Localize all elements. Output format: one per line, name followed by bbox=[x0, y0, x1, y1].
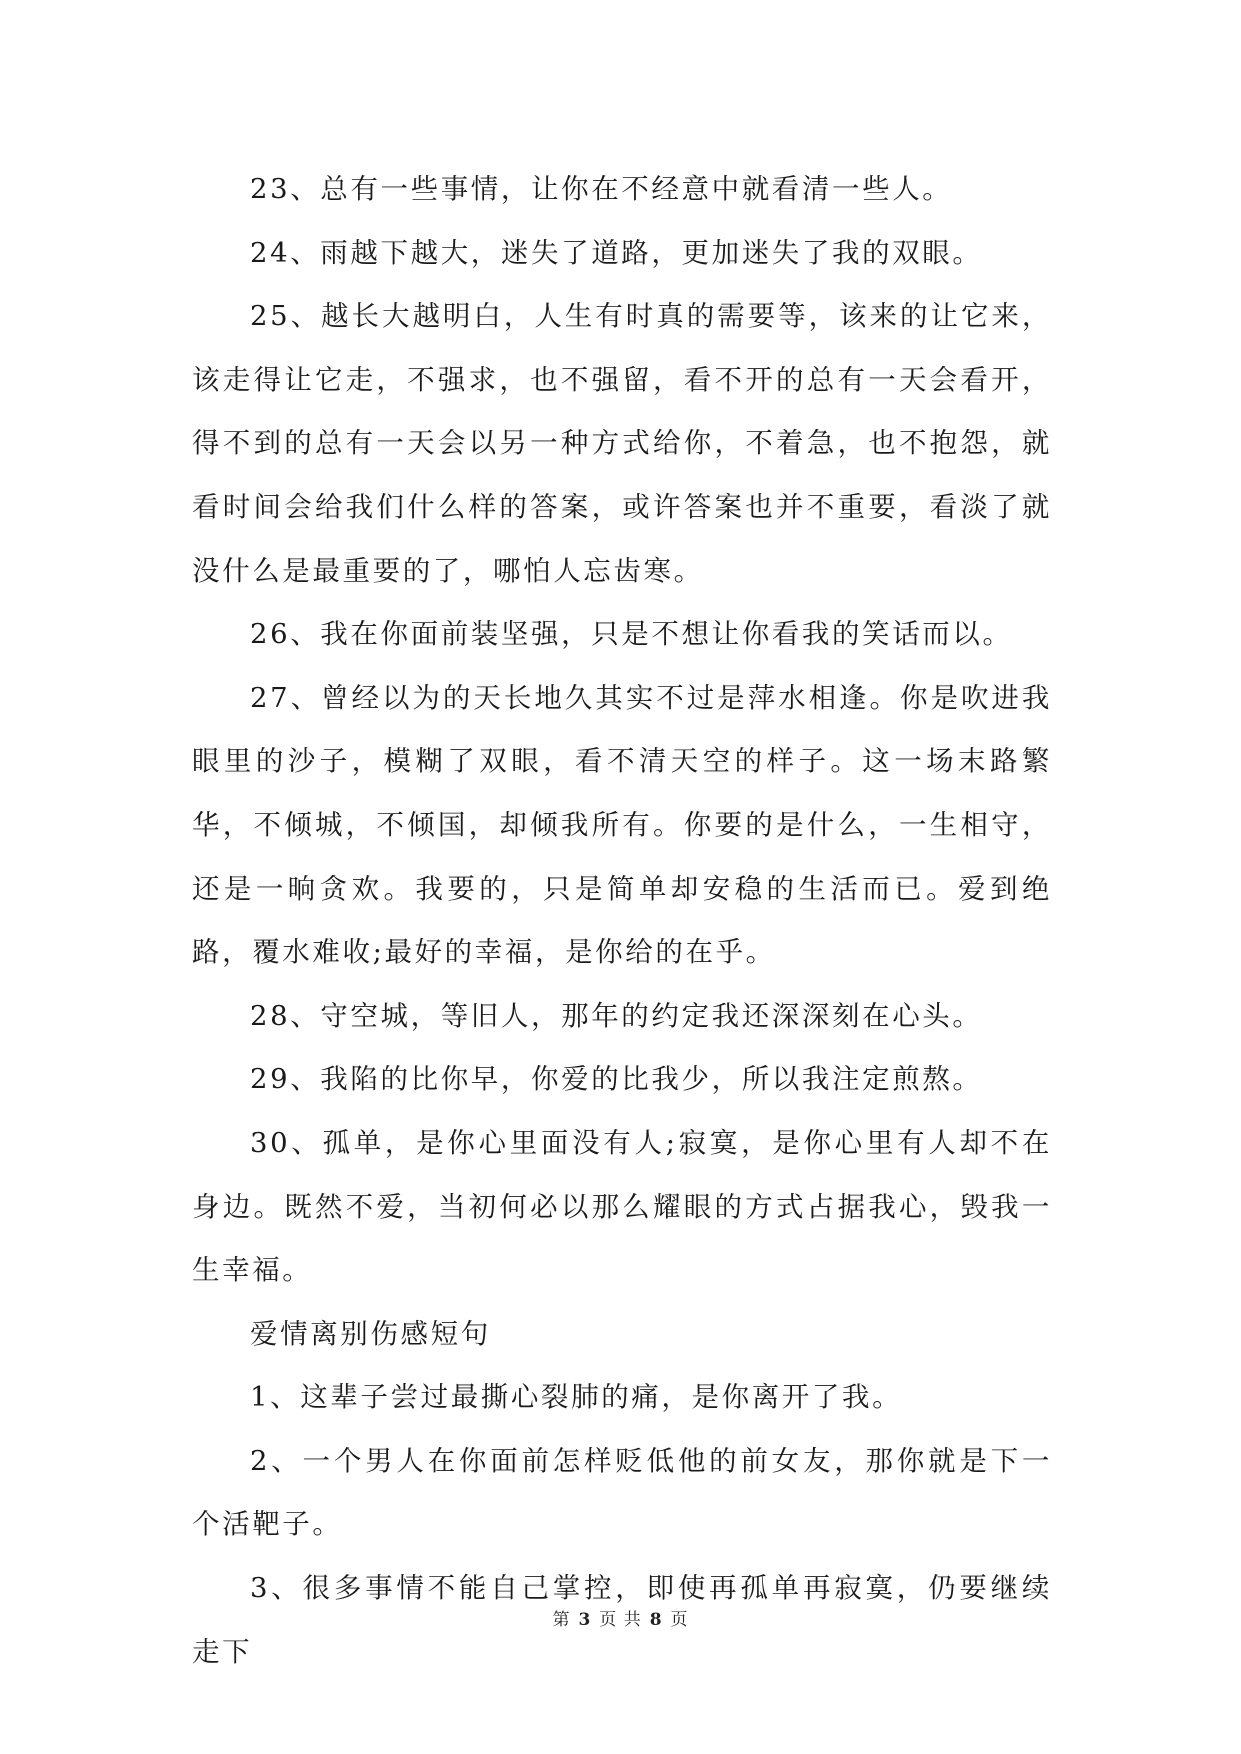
paragraph-1: 1、这辈子尝过最撕心裂肺的痛，是你离开了我。 bbox=[250, 1381, 903, 1414]
current-page-number: 3 bbox=[578, 1610, 592, 1630]
total-page-number: 8 bbox=[649, 1610, 663, 1630]
paragraph-27: 27、曾经以为的天长地久其实不过是萍水相逢。你是吹进我眼里的沙子，模糊了双眼，看不清天空的样子。这一场末路繁华，不倾城，不倾国，却倾我所有。你要的是什么，一生相守，还是一晌贪欢。我要的，只是简单却安稳的生活而已。爱到绝路，覆水难收;最好的幸福，是你给的在乎。 bbox=[192, 681, 1052, 969]
paragraph-24: 24、雨越下越大，迷失了道路，更加迷失了我的双眼。 bbox=[250, 236, 983, 269]
paragraph-29: 29、我陷的比你早，你爱的比我少，所以我注定煎熬。 bbox=[250, 1063, 983, 1096]
paragraph-23: 23、总有一些事情，让你在不经意中就看清一些人。 bbox=[250, 173, 953, 205]
page-footer bbox=[0, 1605, 1241, 1630]
paragraph-26: 26、我在你面前装坚强，只是不想让你看我的笑话而以。 bbox=[250, 618, 1013, 651]
paragraph-25: 25、越长大越明白，人生有时真的需要等，该来的让它来，该走得让它走，不强求，也不强留，看不开的总有一天会看开，得不到的总有一天会以另一种方式给你，不着急，也不抱怨，就看时间会给我们什么样的答案，或许答案也并不重要，看淡了就没什么是最重要的了，哪怕人忘齿寒。 bbox=[192, 300, 1052, 587]
footer-suffix: 页 bbox=[670, 1610, 689, 1630]
footer-prefix: 第 bbox=[552, 1610, 571, 1630]
paragraph-30: 30、孤单，是你心里面没有人;寂寞，是你心里有人却不在身边。既然不爱，当初何必以那么耀眼的方式占据我心，毁我一生幸福。 bbox=[192, 1126, 1052, 1287]
paragraph-2: 2、一个男人在你面前怎样贬低他的前女友，那你就是下一个活靶子。 bbox=[192, 1444, 1052, 1541]
body-text bbox=[192, 158, 1052, 1684]
footer-middle: 页 共 bbox=[599, 1610, 642, 1630]
paragraph-3: 3、很多事情不能自己掌控，即使再孤单再寂寞，仍要继续走下 bbox=[192, 1572, 1052, 1668]
paragraph-28: 28、守空城，等旧人，那年的约定我还深深刻在心头。 bbox=[250, 999, 983, 1032]
section-heading: 爱情离别伤感短句 bbox=[250, 1317, 491, 1350]
